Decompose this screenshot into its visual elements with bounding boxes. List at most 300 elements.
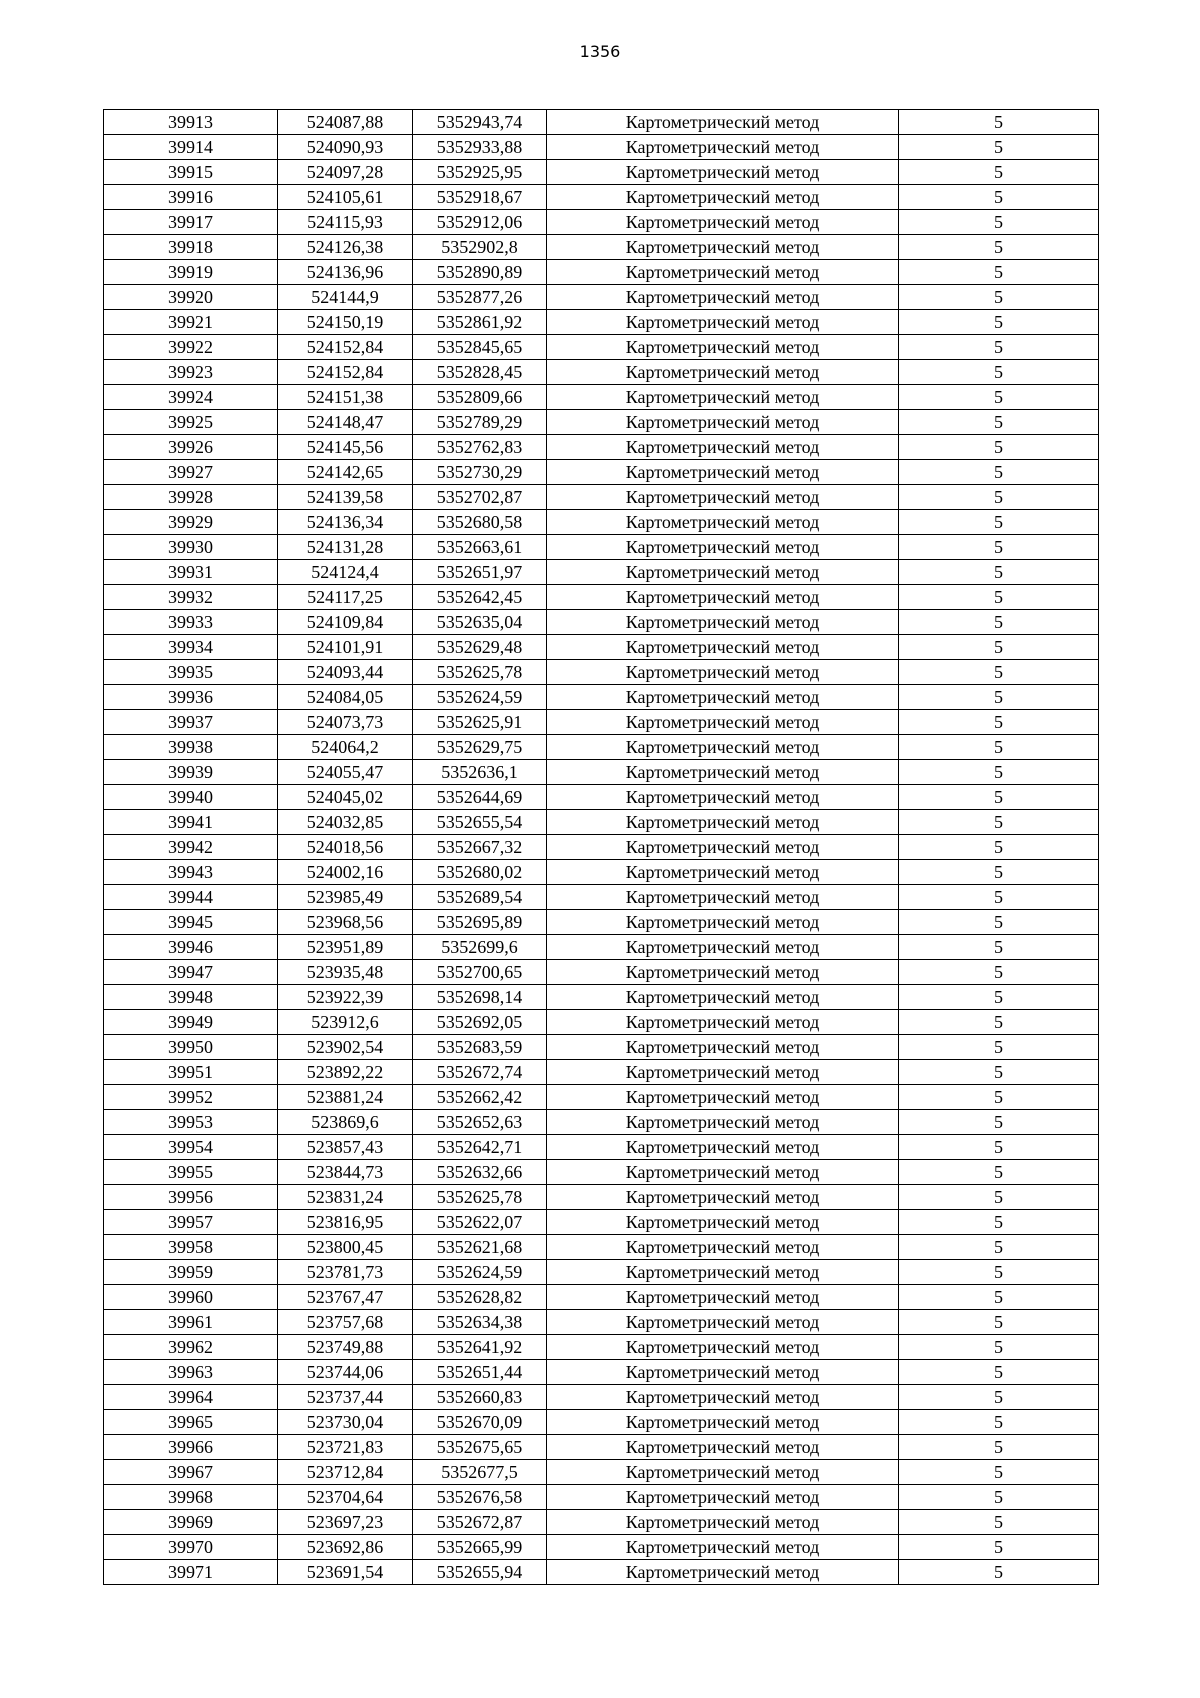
accuracy-cell: 5 [899, 535, 1099, 560]
method-cell: Картометрический метод [547, 960, 899, 985]
accuracy-cell: 5 [899, 485, 1099, 510]
accuracy-cell: 5 [899, 610, 1099, 635]
y-coordinate-cell: 5352676,58 [413, 1485, 547, 1510]
method-cell: Картометрический метод [547, 460, 899, 485]
method-cell: Картометрический метод [547, 235, 899, 260]
table-row [104, 360, 1099, 385]
x-coordinate-cell: 523721,83 [278, 1435, 413, 1460]
x-coordinate-cell: 523881,24 [278, 1085, 413, 1110]
table-row [104, 560, 1099, 585]
point-number-cell: 39956 [104, 1185, 278, 1210]
table-row [104, 610, 1099, 635]
point-number-cell: 39961 [104, 1310, 278, 1335]
table-row [104, 1185, 1099, 1210]
table-row [104, 310, 1099, 335]
y-coordinate-cell: 5352828,45 [413, 360, 547, 385]
x-coordinate-cell: 523968,56 [278, 910, 413, 935]
y-coordinate-cell: 5352662,42 [413, 1085, 547, 1110]
x-coordinate-cell: 523781,73 [278, 1260, 413, 1285]
point-number-cell: 39943 [104, 860, 278, 885]
accuracy-cell: 5 [899, 1335, 1099, 1360]
table-row [104, 1085, 1099, 1110]
table-row [104, 410, 1099, 435]
x-coordinate-cell: 523985,49 [278, 885, 413, 910]
x-coordinate-cell: 524073,73 [278, 710, 413, 735]
table-row [104, 235, 1099, 260]
y-coordinate-cell: 5352628,82 [413, 1285, 547, 1310]
accuracy-cell: 5 [899, 810, 1099, 835]
method-cell: Картометрический метод [547, 1310, 899, 1335]
accuracy-cell: 5 [899, 1210, 1099, 1235]
accuracy-cell: 5 [899, 310, 1099, 335]
accuracy-cell: 5 [899, 1160, 1099, 1185]
point-number-cell: 39944 [104, 885, 278, 910]
method-cell: Картометрический метод [547, 185, 899, 210]
y-coordinate-cell: 5352698,14 [413, 985, 547, 1010]
method-cell: Картометрический метод [547, 1085, 899, 1110]
point-number-cell: 39921 [104, 310, 278, 335]
table-row [104, 285, 1099, 310]
y-coordinate-cell: 5352642,45 [413, 585, 547, 610]
y-coordinate-cell: 5352651,44 [413, 1360, 547, 1385]
x-coordinate-cell: 524124,4 [278, 560, 413, 585]
y-coordinate-cell: 5352700,65 [413, 960, 547, 985]
accuracy-cell: 5 [899, 110, 1099, 135]
table-row [104, 385, 1099, 410]
accuracy-cell: 5 [899, 1285, 1099, 1310]
y-coordinate-cell: 5352683,59 [413, 1035, 547, 1060]
accuracy-cell: 5 [899, 1235, 1099, 1260]
point-number-cell: 39948 [104, 985, 278, 1010]
point-number-cell: 39922 [104, 335, 278, 360]
point-number-cell: 39968 [104, 1485, 278, 1510]
y-coordinate-cell: 5352902,8 [413, 235, 547, 260]
accuracy-cell: 5 [899, 1310, 1099, 1335]
method-cell: Картометрический метод [547, 1510, 899, 1535]
y-coordinate-cell: 5352642,71 [413, 1135, 547, 1160]
y-coordinate-cell: 5352655,54 [413, 810, 547, 835]
y-coordinate-cell: 5352877,26 [413, 285, 547, 310]
x-coordinate-cell: 523912,6 [278, 1010, 413, 1035]
table-row [104, 1210, 1099, 1235]
point-number-cell: 39959 [104, 1260, 278, 1285]
table-row [104, 1410, 1099, 1435]
y-coordinate-cell: 5352660,83 [413, 1385, 547, 1410]
x-coordinate-cell: 524136,34 [278, 510, 413, 535]
accuracy-cell: 5 [899, 510, 1099, 535]
y-coordinate-cell: 5352625,78 [413, 660, 547, 685]
method-cell: Картометрический метод [547, 735, 899, 760]
method-cell: Картометрический метод [547, 810, 899, 835]
table-row [104, 1235, 1099, 1260]
y-coordinate-cell: 5352809,66 [413, 385, 547, 410]
point-number-cell: 39915 [104, 160, 278, 185]
y-coordinate-cell: 5352634,38 [413, 1310, 547, 1335]
table-row [104, 1485, 1099, 1510]
y-coordinate-cell: 5352861,92 [413, 310, 547, 335]
table-row [104, 685, 1099, 710]
x-coordinate-cell: 523749,88 [278, 1335, 413, 1360]
method-cell: Картометрический метод [547, 360, 899, 385]
table-row [104, 885, 1099, 910]
x-coordinate-cell: 524109,84 [278, 610, 413, 635]
method-cell: Картометрический метод [547, 310, 899, 335]
method-cell: Картометрический метод [547, 335, 899, 360]
method-cell: Картометрический метод [547, 610, 899, 635]
point-number-cell: 39925 [104, 410, 278, 435]
x-coordinate-cell: 524032,85 [278, 810, 413, 835]
y-coordinate-cell: 5352655,94 [413, 1560, 547, 1585]
method-cell: Картометрический метод [547, 935, 899, 960]
point-number-cell: 39928 [104, 485, 278, 510]
point-number-cell: 39964 [104, 1385, 278, 1410]
x-coordinate-cell: 524142,65 [278, 460, 413, 485]
point-number-cell: 39913 [104, 110, 278, 135]
point-number-cell: 39962 [104, 1335, 278, 1360]
y-coordinate-cell: 5352699,6 [413, 935, 547, 960]
method-cell: Картометрический метод [547, 635, 899, 660]
x-coordinate-cell: 524139,58 [278, 485, 413, 510]
page-number: 1356 [579, 42, 621, 61]
point-number-cell: 39940 [104, 785, 278, 810]
x-coordinate-cell: 523744,06 [278, 1360, 413, 1385]
method-cell: Картометрический метод [547, 1335, 899, 1360]
table-row [104, 860, 1099, 885]
point-number-cell: 39945 [104, 910, 278, 935]
table-row [104, 160, 1099, 185]
y-coordinate-cell: 5352730,29 [413, 460, 547, 485]
method-cell: Картометрический метод [547, 535, 899, 560]
table-row [104, 1510, 1099, 1535]
x-coordinate-cell: 524018,56 [278, 835, 413, 860]
accuracy-cell: 5 [899, 735, 1099, 760]
accuracy-cell: 5 [899, 560, 1099, 585]
table-row [104, 960, 1099, 985]
accuracy-cell: 5 [899, 960, 1099, 985]
point-number-cell: 39916 [104, 185, 278, 210]
y-coordinate-cell: 5352672,74 [413, 1060, 547, 1085]
x-coordinate-cell: 523697,23 [278, 1510, 413, 1535]
x-coordinate-cell: 523712,84 [278, 1460, 413, 1485]
table-row [104, 210, 1099, 235]
table-row [104, 1360, 1099, 1385]
accuracy-cell: 5 [899, 1560, 1099, 1585]
y-coordinate-cell: 5352762,83 [413, 435, 547, 460]
method-cell: Картометрический метод [547, 1135, 899, 1160]
table-row [104, 1385, 1099, 1410]
accuracy-cell: 5 [899, 185, 1099, 210]
table-row [104, 1535, 1099, 1560]
point-number-cell: 39926 [104, 435, 278, 460]
accuracy-cell: 5 [899, 1135, 1099, 1160]
method-cell: Картометрический метод [547, 385, 899, 410]
y-coordinate-cell: 5352789,29 [413, 410, 547, 435]
point-number-cell: 39971 [104, 1560, 278, 1585]
method-cell: Картометрический метод [547, 510, 899, 535]
y-coordinate-cell: 5352651,97 [413, 560, 547, 585]
table-row [104, 335, 1099, 360]
x-coordinate-cell: 524131,28 [278, 535, 413, 560]
accuracy-cell: 5 [899, 1010, 1099, 1035]
x-coordinate-cell: 524093,44 [278, 660, 413, 685]
y-coordinate-cell: 5352925,95 [413, 160, 547, 185]
point-number-cell: 39933 [104, 610, 278, 635]
accuracy-cell: 5 [899, 285, 1099, 310]
method-cell: Картометрический метод [547, 110, 899, 135]
y-coordinate-cell: 5352918,67 [413, 185, 547, 210]
table-row [104, 135, 1099, 160]
point-number-cell: 39942 [104, 835, 278, 860]
point-number-cell: 39938 [104, 735, 278, 760]
table-row [104, 785, 1099, 810]
x-coordinate-cell: 524084,05 [278, 685, 413, 710]
method-cell: Картометрический метод [547, 835, 899, 860]
y-coordinate-cell: 5352702,87 [413, 485, 547, 510]
x-coordinate-cell: 523692,86 [278, 1535, 413, 1560]
table-row [104, 260, 1099, 285]
method-cell: Картометрический метод [547, 1560, 899, 1585]
x-coordinate-cell: 524136,96 [278, 260, 413, 285]
method-cell: Картометрический метод [547, 1535, 899, 1560]
y-coordinate-cell: 5352845,65 [413, 335, 547, 360]
point-number-cell: 39931 [104, 560, 278, 585]
y-coordinate-cell: 5352644,69 [413, 785, 547, 810]
point-number-cell: 39952 [104, 1085, 278, 1110]
method-cell: Картометрический метод [547, 585, 899, 610]
point-number-cell: 39941 [104, 810, 278, 835]
point-number-cell: 39937 [104, 710, 278, 735]
table-row [104, 585, 1099, 610]
accuracy-cell: 5 [899, 885, 1099, 910]
accuracy-cell: 5 [899, 985, 1099, 1010]
x-coordinate-cell: 523857,43 [278, 1135, 413, 1160]
coordinates-table-body [104, 110, 1099, 1585]
method-cell: Картометрический метод [547, 1235, 899, 1260]
point-number-cell: 39946 [104, 935, 278, 960]
table-row [104, 1110, 1099, 1135]
y-coordinate-cell: 5352689,54 [413, 885, 547, 910]
point-number-cell: 39954 [104, 1135, 278, 1160]
table-row [104, 485, 1099, 510]
method-cell: Картометрический метод [547, 135, 899, 160]
table-row [104, 835, 1099, 860]
x-coordinate-cell: 524045,02 [278, 785, 413, 810]
accuracy-cell: 5 [899, 135, 1099, 160]
accuracy-cell: 5 [899, 210, 1099, 235]
point-number-cell: 39935 [104, 660, 278, 685]
x-coordinate-cell: 524152,84 [278, 360, 413, 385]
method-cell: Картометрический метод [547, 710, 899, 735]
table-row [104, 1010, 1099, 1035]
point-number-cell: 39965 [104, 1410, 278, 1435]
x-coordinate-cell: 523730,04 [278, 1410, 413, 1435]
accuracy-cell: 5 [899, 435, 1099, 460]
point-number-cell: 39967 [104, 1460, 278, 1485]
x-coordinate-cell: 524117,25 [278, 585, 413, 610]
method-cell: Картометрический метод [547, 1285, 899, 1310]
accuracy-cell: 5 [899, 410, 1099, 435]
accuracy-cell: 5 [899, 635, 1099, 660]
accuracy-cell: 5 [899, 1110, 1099, 1135]
x-coordinate-cell: 523757,68 [278, 1310, 413, 1335]
point-number-cell: 39920 [104, 285, 278, 310]
point-number-cell: 39924 [104, 385, 278, 410]
accuracy-cell: 5 [899, 835, 1099, 860]
y-coordinate-cell: 5352912,06 [413, 210, 547, 235]
x-coordinate-cell: 524101,91 [278, 635, 413, 660]
method-cell: Картометрический метод [547, 1385, 899, 1410]
y-coordinate-cell: 5352629,48 [413, 635, 547, 660]
y-coordinate-cell: 5352665,99 [413, 1535, 547, 1560]
y-coordinate-cell: 5352625,91 [413, 710, 547, 735]
point-number-cell: 39969 [104, 1510, 278, 1535]
method-cell: Картометрический метод [547, 1260, 899, 1285]
accuracy-cell: 5 [899, 1385, 1099, 1410]
method-cell: Картометрический метод [547, 1435, 899, 1460]
method-cell: Картометрический метод [547, 160, 899, 185]
accuracy-cell: 5 [899, 660, 1099, 685]
accuracy-cell: 5 [899, 1360, 1099, 1385]
accuracy-cell: 5 [899, 1510, 1099, 1535]
table-row [104, 810, 1099, 835]
table-row [104, 460, 1099, 485]
method-cell: Картометрический метод [547, 660, 899, 685]
point-number-cell: 39932 [104, 585, 278, 610]
method-cell: Картометрический метод [547, 285, 899, 310]
y-coordinate-cell: 5352636,1 [413, 760, 547, 785]
accuracy-cell: 5 [899, 160, 1099, 185]
x-coordinate-cell: 523800,45 [278, 1235, 413, 1260]
accuracy-cell: 5 [899, 1460, 1099, 1485]
method-cell: Картометрический метод [547, 1185, 899, 1210]
point-number-cell: 39970 [104, 1535, 278, 1560]
y-coordinate-cell: 5352629,75 [413, 735, 547, 760]
y-coordinate-cell: 5352695,89 [413, 910, 547, 935]
point-number-cell: 39914 [104, 135, 278, 160]
point-number-cell: 39951 [104, 1060, 278, 1085]
x-coordinate-cell: 523902,54 [278, 1035, 413, 1060]
accuracy-cell: 5 [899, 785, 1099, 810]
table-row [104, 660, 1099, 685]
method-cell: Картометрический метод [547, 760, 899, 785]
table-row [104, 110, 1099, 135]
point-number-cell: 39934 [104, 635, 278, 660]
method-cell: Картометрический метод [547, 1210, 899, 1235]
accuracy-cell: 5 [899, 1535, 1099, 1560]
y-coordinate-cell: 5352624,59 [413, 1260, 547, 1285]
point-number-cell: 39955 [104, 1160, 278, 1185]
accuracy-cell: 5 [899, 710, 1099, 735]
point-number-cell: 39950 [104, 1035, 278, 1060]
x-coordinate-cell: 524097,28 [278, 160, 413, 185]
accuracy-cell: 5 [899, 860, 1099, 885]
method-cell: Картометрический метод [547, 1160, 899, 1185]
point-number-cell: 39918 [104, 235, 278, 260]
method-cell: Картометрический метод [547, 1010, 899, 1035]
accuracy-cell: 5 [899, 1060, 1099, 1085]
table-row [104, 910, 1099, 935]
x-coordinate-cell: 523951,89 [278, 935, 413, 960]
accuracy-cell: 5 [899, 460, 1099, 485]
y-coordinate-cell: 5352680,58 [413, 510, 547, 535]
point-number-cell: 39917 [104, 210, 278, 235]
x-coordinate-cell: 524064,2 [278, 735, 413, 760]
x-coordinate-cell: 524151,38 [278, 385, 413, 410]
point-number-cell: 39960 [104, 1285, 278, 1310]
y-coordinate-cell: 5352624,59 [413, 685, 547, 710]
point-number-cell: 39927 [104, 460, 278, 485]
method-cell: Картометрический метод [547, 260, 899, 285]
x-coordinate-cell: 524145,56 [278, 435, 413, 460]
table-row [104, 1285, 1099, 1310]
method-cell: Картометрический метод [547, 410, 899, 435]
y-coordinate-cell: 5352672,87 [413, 1510, 547, 1535]
method-cell: Картометрический метод [547, 210, 899, 235]
method-cell: Картометрический метод [547, 560, 899, 585]
x-coordinate-cell: 523869,6 [278, 1110, 413, 1135]
method-cell: Картометрический метод [547, 785, 899, 810]
y-coordinate-cell: 5352943,74 [413, 110, 547, 135]
accuracy-cell: 5 [899, 1185, 1099, 1210]
accuracy-cell: 5 [899, 335, 1099, 360]
accuracy-cell: 5 [899, 1035, 1099, 1060]
x-coordinate-cell: 523691,54 [278, 1560, 413, 1585]
method-cell: Картометрический метод [547, 1410, 899, 1435]
method-cell: Картометрический метод [547, 485, 899, 510]
x-coordinate-cell: 524115,93 [278, 210, 413, 235]
accuracy-cell: 5 [899, 685, 1099, 710]
x-coordinate-cell: 524055,47 [278, 760, 413, 785]
accuracy-cell: 5 [899, 910, 1099, 935]
table-row [104, 535, 1099, 560]
y-coordinate-cell: 5352667,32 [413, 835, 547, 860]
table-row [104, 1460, 1099, 1485]
method-cell: Картометрический метод [547, 1035, 899, 1060]
method-cell: Картометрический метод [547, 1060, 899, 1085]
point-number-cell: 39939 [104, 760, 278, 785]
method-cell: Картометрический метод [547, 985, 899, 1010]
y-coordinate-cell: 5352677,5 [413, 1460, 547, 1485]
point-number-cell: 39963 [104, 1360, 278, 1385]
method-cell: Картометрический метод [547, 1110, 899, 1135]
point-number-cell: 39957 [104, 1210, 278, 1235]
y-coordinate-cell: 5352933,88 [413, 135, 547, 160]
x-coordinate-cell: 523831,24 [278, 1185, 413, 1210]
table-row [104, 1260, 1099, 1285]
method-cell: Картометрический метод [547, 685, 899, 710]
point-number-cell: 39958 [104, 1235, 278, 1260]
table-row [104, 935, 1099, 960]
point-number-cell: 39936 [104, 685, 278, 710]
y-coordinate-cell: 5352652,63 [413, 1110, 547, 1135]
x-coordinate-cell: 524148,47 [278, 410, 413, 435]
x-coordinate-cell: 523922,39 [278, 985, 413, 1010]
x-coordinate-cell: 524144,9 [278, 285, 413, 310]
x-coordinate-cell: 524002,16 [278, 860, 413, 885]
table-row [104, 1135, 1099, 1160]
method-cell: Картометрический метод [547, 860, 899, 885]
point-number-cell: 39930 [104, 535, 278, 560]
y-coordinate-cell: 5352632,66 [413, 1160, 547, 1185]
method-cell: Картометрический метод [547, 910, 899, 935]
method-cell: Картометрический метод [547, 885, 899, 910]
method-cell: Картометрический метод [547, 435, 899, 460]
y-coordinate-cell: 5352680,02 [413, 860, 547, 885]
table-row [104, 760, 1099, 785]
accuracy-cell: 5 [899, 1410, 1099, 1435]
method-cell: Картометрический метод [547, 1360, 899, 1385]
table-row [104, 1335, 1099, 1360]
